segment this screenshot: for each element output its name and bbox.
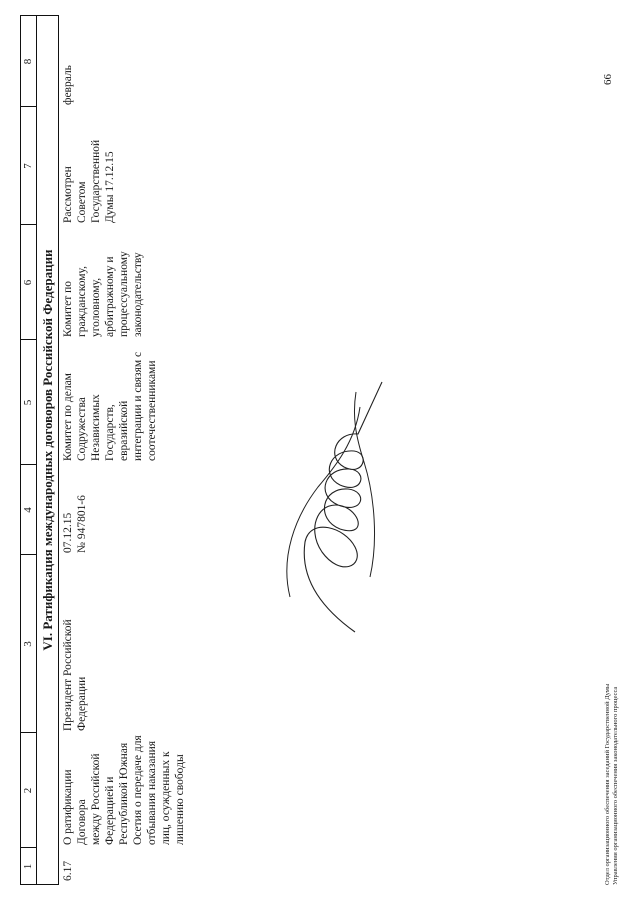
row-number: 6.17 (62, 860, 74, 881)
column-number: 1 (22, 863, 34, 870)
review-status: Рассмотрен Советом Государственной Думы 17.12.15 (62, 139, 116, 223)
co-executor-committee: Комитет по гражданскому, уголовному, арбитражному и процессуальному законодательству (62, 251, 144, 337)
column-number: 5 (22, 399, 34, 406)
page-number: 66 (602, 74, 614, 85)
footer-directorate: Управления организационного обеспечения законодательного процесса (612, 686, 619, 885)
column-number: 8 (22, 58, 34, 65)
column-number: 6 (22, 279, 34, 286)
column-number: 2 (22, 787, 34, 794)
initiator: Президент Российской Федерации (62, 619, 88, 731)
column-number: 4 (22, 507, 34, 513)
footer-department: Отдел организационного обеспечения заседаний Государственной Думы (604, 683, 611, 885)
column-number: 7 (22, 163, 34, 169)
introduced-date-number: 07.12.15 № 947801-6 (62, 495, 88, 553)
section-title: VI. Ратификация международных договоров Российской Федерации (40, 249, 55, 651)
bill-title: О ратификации Договора между Российской Федерацией и Республикой Южная Осетия о передаче для отбывания наказания лиц, осужденных к лишению свободы (62, 735, 186, 845)
section-title-border (58, 15, 59, 885)
header-row-border (36, 15, 37, 885)
responsible-committee: Комитет по делам Содружества Независимых Государств, евразийской интеграции и связям с соотечественниками (62, 351, 158, 461)
column-number: 3 (22, 641, 34, 647)
landscape-sheet (20, 15, 620, 885)
planned-month: февраль (62, 65, 74, 105)
signature-scribble (260, 377, 400, 637)
